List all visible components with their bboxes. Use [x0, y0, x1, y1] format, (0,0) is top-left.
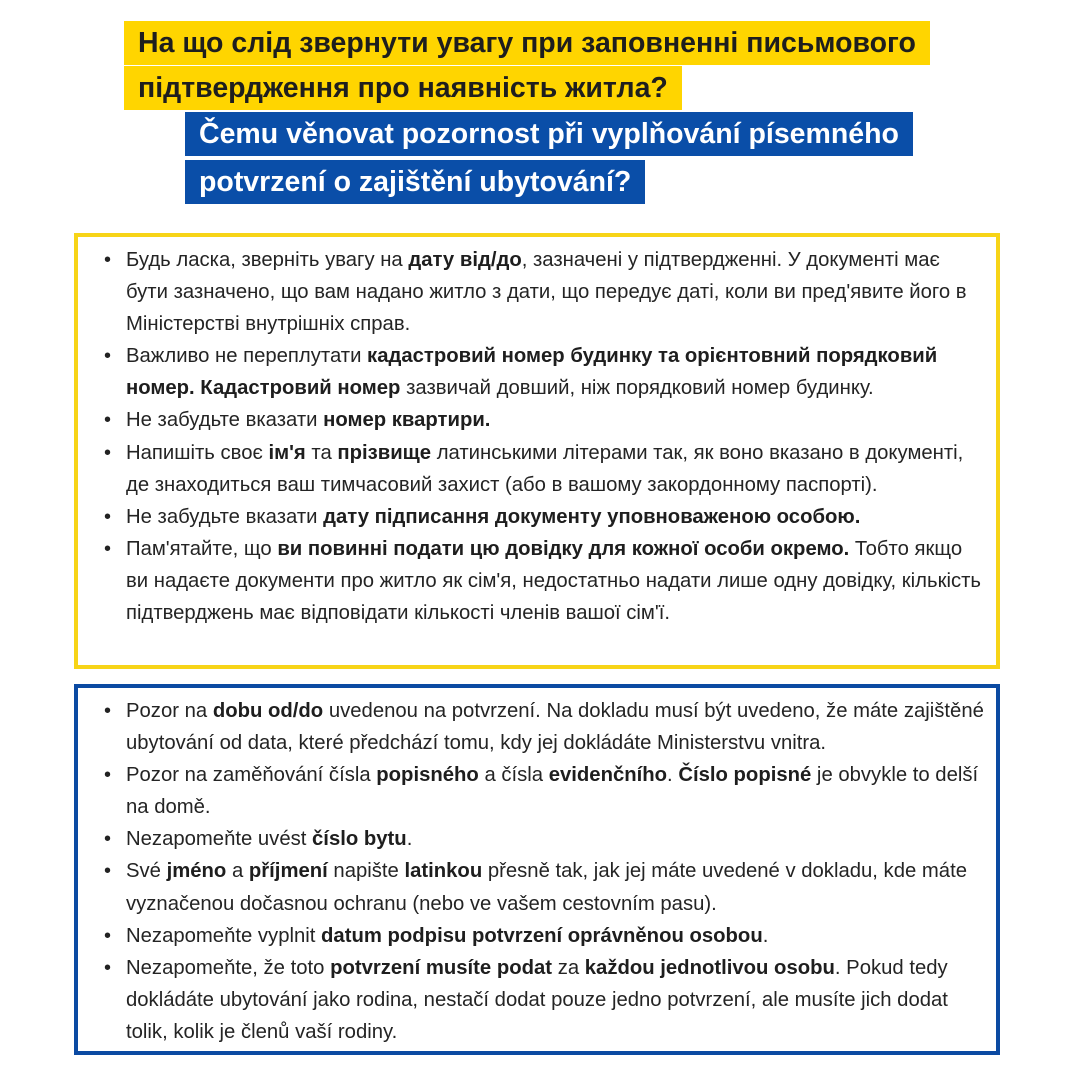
list-item: [126, 244, 986, 340]
item-emphasis: Číslo popisné: [678, 764, 812, 787]
item-text: a čísla: [478, 764, 549, 787]
item-text: Тобто якщо ви надаєте документи про житло як сім'я, недостатньо надати лише одну довідку, кількість підтверджень має відповідати кількості членів вашої сім'ї.: [126, 537, 981, 625]
item-emphasis: дату підписання документу уповноваженою особою.: [323, 505, 861, 528]
item-emphasis: každou jednotlivou osobu: [584, 956, 835, 979]
item-text: . Pokud tedy dokládáte ubytování jako rodina, nestačí dodat pouze jedno potvrzení, ale musíte jich dodat tolik, kolik je členů vaší rodiny.: [126, 956, 948, 1043]
item-text: .: [762, 924, 769, 947]
item-emphasis: popisného: [376, 764, 479, 787]
item-text: Важливо не переплутати: [126, 345, 368, 368]
item-emphasis: evidenčního: [548, 764, 668, 787]
item-emphasis: příjmení: [248, 860, 328, 883]
item-text: přesně tak, jak jej máte uvedené v dokladu, kde máte vyznačenou dočasnou ochranu (nebo ve vašem cestovním pasu).: [126, 860, 967, 915]
ukrainian-instructions-panel: [74, 233, 1000, 669]
item-text: Pozor na: [126, 700, 213, 722]
item-text: , зазначені у підтвердженні. У документі має бути зазначено, що вам надано житло з дати, що передує даті, коли ви пред'явите його в Міністерстві внутрішніх справ.: [126, 249, 967, 336]
list-item: [126, 501, 986, 533]
list-item: [126, 533, 986, 629]
item-emphasis: номер квартири.: [323, 409, 491, 432]
item-text: Не забудьте вказати: [126, 505, 324, 528]
item-text: za: [552, 956, 585, 979]
list-item: [126, 920, 986, 952]
item-emphasis: дату від/до: [408, 249, 522, 271]
title-czech-line-1: Čemu věnovat pozornost při vyplňování písemného: [185, 112, 913, 156]
czech-instructions-panel: [74, 684, 1000, 1055]
item-text: Nezapomeňte uvést: [126, 828, 313, 851]
item-emphasis: jméno: [166, 860, 227, 883]
title-ukrainian-line-1: На що слід звернути увагу при заповненні письмового: [124, 21, 930, 65]
item-text: Nezapomeňte vyplnit: [126, 924, 322, 947]
item-text: napište: [327, 860, 405, 883]
item-text: Напишіть своє: [126, 441, 269, 464]
item-emphasis: прізвище: [337, 441, 432, 464]
list-item: [126, 952, 986, 1048]
item-text: Své: [126, 860, 167, 883]
item-emphasis: dobu od/do: [212, 700, 324, 722]
list-item: [126, 404, 986, 436]
item-text: .: [406, 828, 413, 851]
list-item: [126, 855, 986, 919]
ukrainian-bullet-list: [104, 244, 986, 629]
item-text: Pozor na zaměňování čísla: [126, 764, 377, 787]
list-item: [126, 437, 986, 501]
item-text: латинськими літерами так, як воно вказано в документі, де знаходиться ваш тимчасовий захист (або в вашому закордонному паспорті).: [126, 441, 964, 496]
item-emphasis: potvrzení musíte podat: [330, 956, 553, 979]
title-czech-line-2: potvrzení o zajištění ubytování?: [185, 160, 645, 204]
list-item: [126, 823, 986, 855]
list-item: [126, 759, 986, 823]
item-text: зазвичай довший, ніж порядковий номер будинку.: [400, 377, 874, 400]
item-text: uvedenou na potvrzení. Na dokladu musí být uvedeno, že máte zajištěné ubytování od data, které předchází tomu, kdy jej dokládáte Ministerstvu vnitra.: [126, 700, 984, 755]
item-emphasis: latinkou: [404, 860, 483, 883]
czech-bullet-list: [104, 695, 986, 1048]
item-text: та: [305, 441, 338, 464]
item-emphasis: ви повинні подати цю довідку для кожної особи окремо.: [277, 537, 850, 560]
list-item: [126, 340, 986, 404]
list-item: [126, 695, 986, 759]
item-emphasis: číslo bytu: [312, 828, 407, 851]
item-emphasis: кадастровий номер будинку та орієнтовний порядковий номер. Кадастровий номер: [126, 345, 938, 400]
item-text: Nezapomeňte, že toto: [126, 956, 331, 979]
item-text: je obvykle to delší na domě.: [126, 764, 979, 819]
item-text: .: [667, 764, 679, 787]
item-text: Пам'ятайте, що: [126, 537, 278, 560]
item-text: Будь ласка, зверніть увагу на: [126, 249, 409, 271]
item-emphasis: datum podpisu potvrzení oprávněnou osobou: [321, 924, 763, 947]
item-emphasis: ім'я: [268, 441, 306, 464]
item-text: a: [226, 860, 249, 883]
title-ukrainian-line-2: підтвердження про наявність житла?: [124, 66, 682, 110]
item-text: Не забудьте вказати: [126, 409, 324, 432]
